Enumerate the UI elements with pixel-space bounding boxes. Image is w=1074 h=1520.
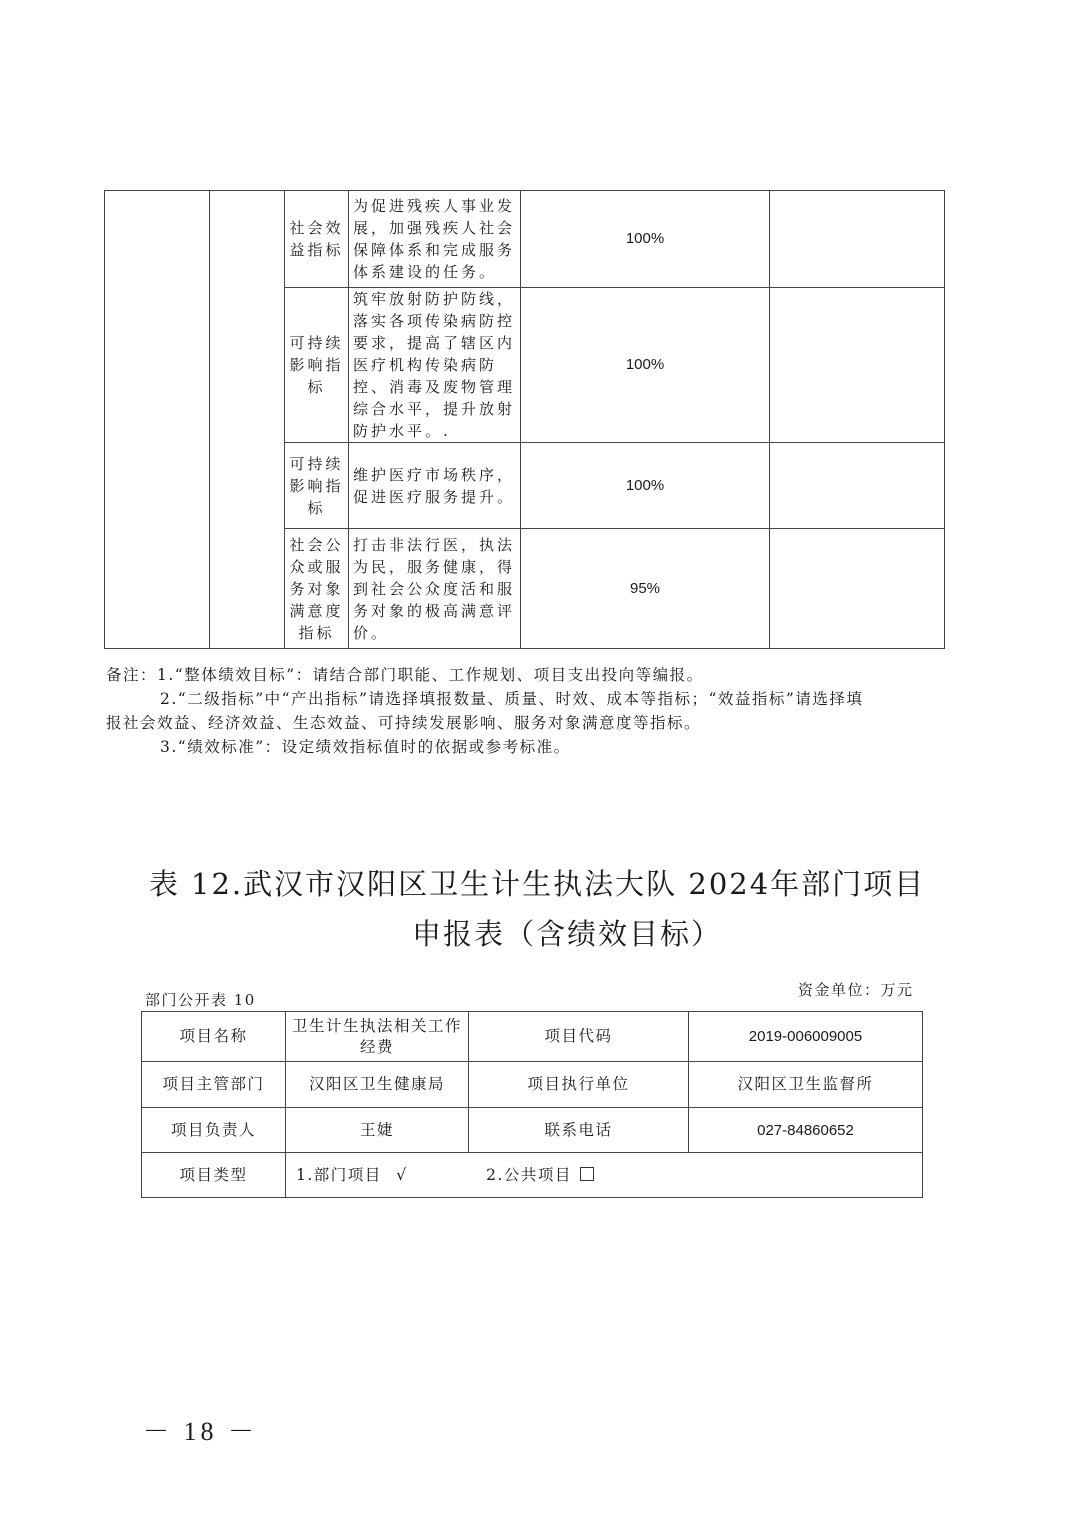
executing-unit-value: 汉阳区卫生监督所 xyxy=(689,1062,923,1108)
subcategory-cell: 社会公众或服务对象满意度指标 xyxy=(285,529,349,649)
indicator-content-cell: 为促进残疾人事业发展，加强残疾人社会保障体系和完成服务体系建设的任务。 xyxy=(349,191,521,288)
page-number: － 18 － xyxy=(143,1417,259,1446)
type-option-dept-project: 1.部门项目 xyxy=(296,1165,382,1184)
project-name-label: 项目名称 xyxy=(142,1012,286,1062)
note-line-4: 3.“绩效标准”：设定绩效指标值时的依据或参考标准。 xyxy=(160,738,571,756)
subcategory-cell: 社会效益指标 xyxy=(285,191,349,288)
indicator-content-cell: 维护医疗市场秩序，促进医疗服务提升。 xyxy=(349,443,521,529)
table-row xyxy=(142,1062,923,1108)
phone-value: 027-84860652 xyxy=(689,1108,923,1153)
page-title-line-1: 表 12.武汉市汉阳区卫生计生执法大队 2024年部门项目 xyxy=(148,867,926,901)
project-code-value: 2019-006009005 xyxy=(689,1012,923,1062)
supervising-dept-label: 项目主管部门 xyxy=(142,1062,286,1108)
remark-cell xyxy=(770,191,945,288)
table-row xyxy=(105,191,945,288)
remark-cell xyxy=(770,529,945,649)
note-line-2: 2.“二级指标”中“产出指标”请选择填报数量、质量、时效、成本等指标；“效益指标”请选择填 xyxy=(160,690,864,708)
indicator-value-cell: 100% xyxy=(521,191,770,288)
note-line-1: 备注：1.“整体绩效目标”：请结合部门职能、工作规划、项目支出投向等编报。 xyxy=(106,666,704,684)
project-type-label: 项目类型 xyxy=(142,1153,286,1198)
indicator-value-cell: 100% xyxy=(521,443,770,529)
project-info-table xyxy=(141,1011,923,1198)
project-code-label: 项目代码 xyxy=(469,1012,689,1062)
table-row xyxy=(142,1153,923,1198)
table-row xyxy=(142,1108,923,1153)
funding-unit: 资金单位：万元 xyxy=(798,981,914,999)
check-mark-icon: √ xyxy=(396,1165,408,1184)
remark-cell xyxy=(770,288,945,443)
project-leader-value: 王婕 xyxy=(286,1108,469,1153)
phone-label: 联系电话 xyxy=(469,1108,689,1153)
indicator-content-cell: 筑牢放射防护防线，落实各项传染病防控要求，提高了辖区内医疗机构传染病防控、消毒及废物管理综合水平，提升放射防护水平。. xyxy=(349,288,521,443)
second-level-indicator-cell xyxy=(210,191,285,649)
indicator-value-cell: 100% xyxy=(521,288,770,443)
table-row xyxy=(142,1012,923,1062)
indicator-value-cell: 95% xyxy=(521,529,770,649)
project-leader-label: 项目负责人 xyxy=(142,1108,286,1153)
indicator-content-cell: 打击非法行医，执法为民，服务健康，得到社会公众度活和服务对象的极高满意评价。 xyxy=(349,529,521,649)
page-title-line-2: 申报表（含绩效目标） xyxy=(411,917,722,951)
first-level-indicator-cell xyxy=(105,191,210,649)
executing-unit-label: 项目执行单位 xyxy=(469,1062,689,1108)
subcategory-cell: 可持续影响指标 xyxy=(285,288,349,443)
performance-metrics-table xyxy=(104,190,945,649)
note-line-3: 报社会效益、经济效益、生态效益、可持续发展影响、服务对象满意度等指标。 xyxy=(106,714,702,732)
supervising-dept-value: 汉阳区卫生健康局 xyxy=(286,1062,469,1108)
empty-checkbox-icon xyxy=(580,1167,594,1181)
project-type-options xyxy=(286,1153,923,1198)
subcategory-cell: 可持续影响指标 xyxy=(285,443,349,529)
type-option-public-project: 2.公共项目 xyxy=(486,1165,572,1184)
project-name-value: 卫生计生执法相关工作经费 xyxy=(286,1012,469,1062)
table-label: 部门公开表 10 xyxy=(145,991,256,1009)
remark-cell xyxy=(770,443,945,529)
